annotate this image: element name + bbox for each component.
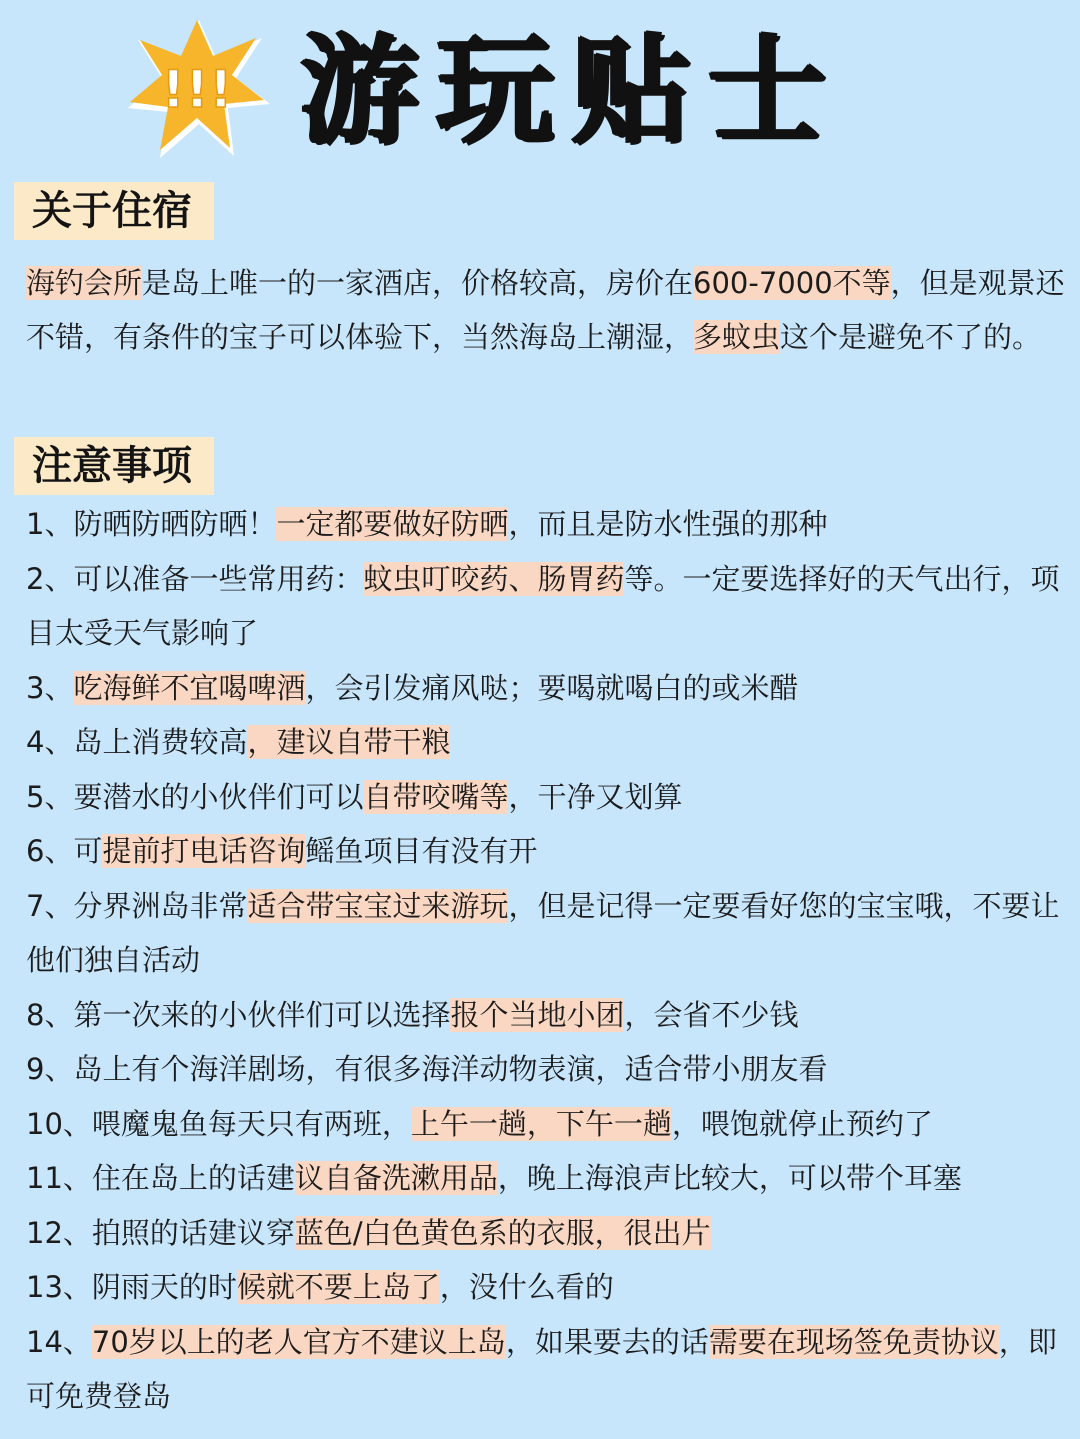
highlight: 自带咬嘴等	[363, 779, 509, 814]
highlight: 600-7000不等	[693, 266, 891, 300]
text: 5、要潜水的小伙伴们可以	[26, 779, 364, 814]
list-item	[26, 715, 1066, 770]
list-item	[26, 1206, 1066, 1261]
highlight: 多蚊虫	[693, 320, 781, 354]
list-item	[26, 824, 1066, 879]
list-item	[26, 1315, 1066, 1424]
highlight: 报个当地小团	[450, 997, 625, 1032]
highlight: 适合带宝宝过来游玩	[247, 888, 509, 923]
highlight: 提前打电话咨询	[102, 834, 306, 868]
text: ，如果要去的话	[505, 1324, 709, 1359]
text: 10、喂魔鬼鱼每天只有两班，	[26, 1106, 411, 1141]
text: 6、可	[26, 834, 103, 868]
notes-list	[26, 497, 1066, 1424]
text: 11、住在岛上的话建	[26, 1161, 295, 1195]
text: ，没什么看的	[439, 1270, 614, 1304]
text: 鳐鱼项目有没有开	[305, 834, 538, 868]
highlight: 70岁以上的老人官方不建议上岛	[91, 1324, 506, 1359]
list-item	[26, 1042, 1066, 1097]
list-item	[26, 879, 1066, 988]
text: ，而且是防水性强的那种	[508, 507, 828, 541]
text: 4、岛上消费较高	[26, 725, 248, 759]
exclamation-starburst-icon	[122, 12, 272, 162]
text: 8、第一次来的小伙伴们可以选择	[26, 997, 451, 1032]
text: ，喂饱就停止预约了	[671, 1106, 933, 1141]
highlight: 上午一趟，下午一趟	[410, 1106, 672, 1141]
text: ，会引发痛风哒；要喝就喝白的或米醋	[305, 670, 799, 705]
text: ，即可免费登岛	[26, 1324, 1057, 1413]
list-item	[26, 497, 1066, 552]
header	[0, 0, 1080, 180]
text: 是岛上唯一的一家酒店，价格较高，房价在	[142, 266, 694, 300]
text: ，但是观景还不错，有条件的宝子可以体验下，当然海岛上潮湿，	[26, 266, 1065, 354]
list-item	[26, 770, 1066, 825]
text: ，但是记得一定要看好您的宝宝哦，不要让他们独自活动	[26, 888, 1060, 977]
section-heading-lodging: 关于住宿	[14, 182, 214, 240]
highlight: 蚊虫叮咬药、肠胃药	[363, 561, 625, 596]
list-item	[26, 1151, 1066, 1206]
text: 12、拍照的话建议穿	[26, 1215, 295, 1250]
highlight: 议自备洗漱用品	[294, 1161, 498, 1195]
section-heading-notes: 注意事项	[14, 437, 214, 495]
text: 13、阴雨天的时	[26, 1270, 237, 1304]
lodging-paragraph	[26, 256, 1066, 364]
text: 2、可以准备一些常用药：	[26, 561, 364, 596]
text: ，会省不少钱	[624, 997, 799, 1032]
list-item	[26, 552, 1066, 661]
text: 14、	[26, 1324, 92, 1359]
highlight: 吃海鲜不宜喝啤酒	[73, 670, 306, 705]
page-title: 游玩贴士	[300, 20, 845, 159]
text: ，晚上海浪声比较大，可以带个耳塞	[497, 1161, 962, 1195]
text: 等。一定要选择好的天气出行，项目太受天气影响了	[26, 561, 1060, 650]
highlight: 蓝色/白色黄色系的衣服，很出片	[294, 1215, 711, 1250]
highlight: 一定都要做好防晒	[276, 507, 509, 541]
list-item	[26, 988, 1066, 1043]
text: 3、	[26, 670, 74, 705]
text: 7、分界洲岛非常	[26, 888, 248, 923]
highlight: 需要在现场签免责协议	[708, 1324, 999, 1359]
text: 1、防晒防晒防晒！	[26, 507, 277, 541]
list-item	[26, 661, 1066, 716]
list-item	[26, 1097, 1066, 1152]
highlight: ，建议自带干粮	[247, 725, 451, 759]
text: 9、岛上有个海洋剧场，有很多海洋动物表演，适合带小朋友看	[26, 1052, 828, 1086]
list-item	[26, 1260, 1066, 1315]
text: 这个是避免不了的。	[780, 320, 1042, 354]
text: ，干净又划算	[508, 779, 683, 814]
highlight: 候就不要上岛了	[236, 1270, 440, 1304]
icon-exclamation-text: !!!	[161, 60, 233, 120]
highlight: 海钓会所	[26, 266, 143, 300]
